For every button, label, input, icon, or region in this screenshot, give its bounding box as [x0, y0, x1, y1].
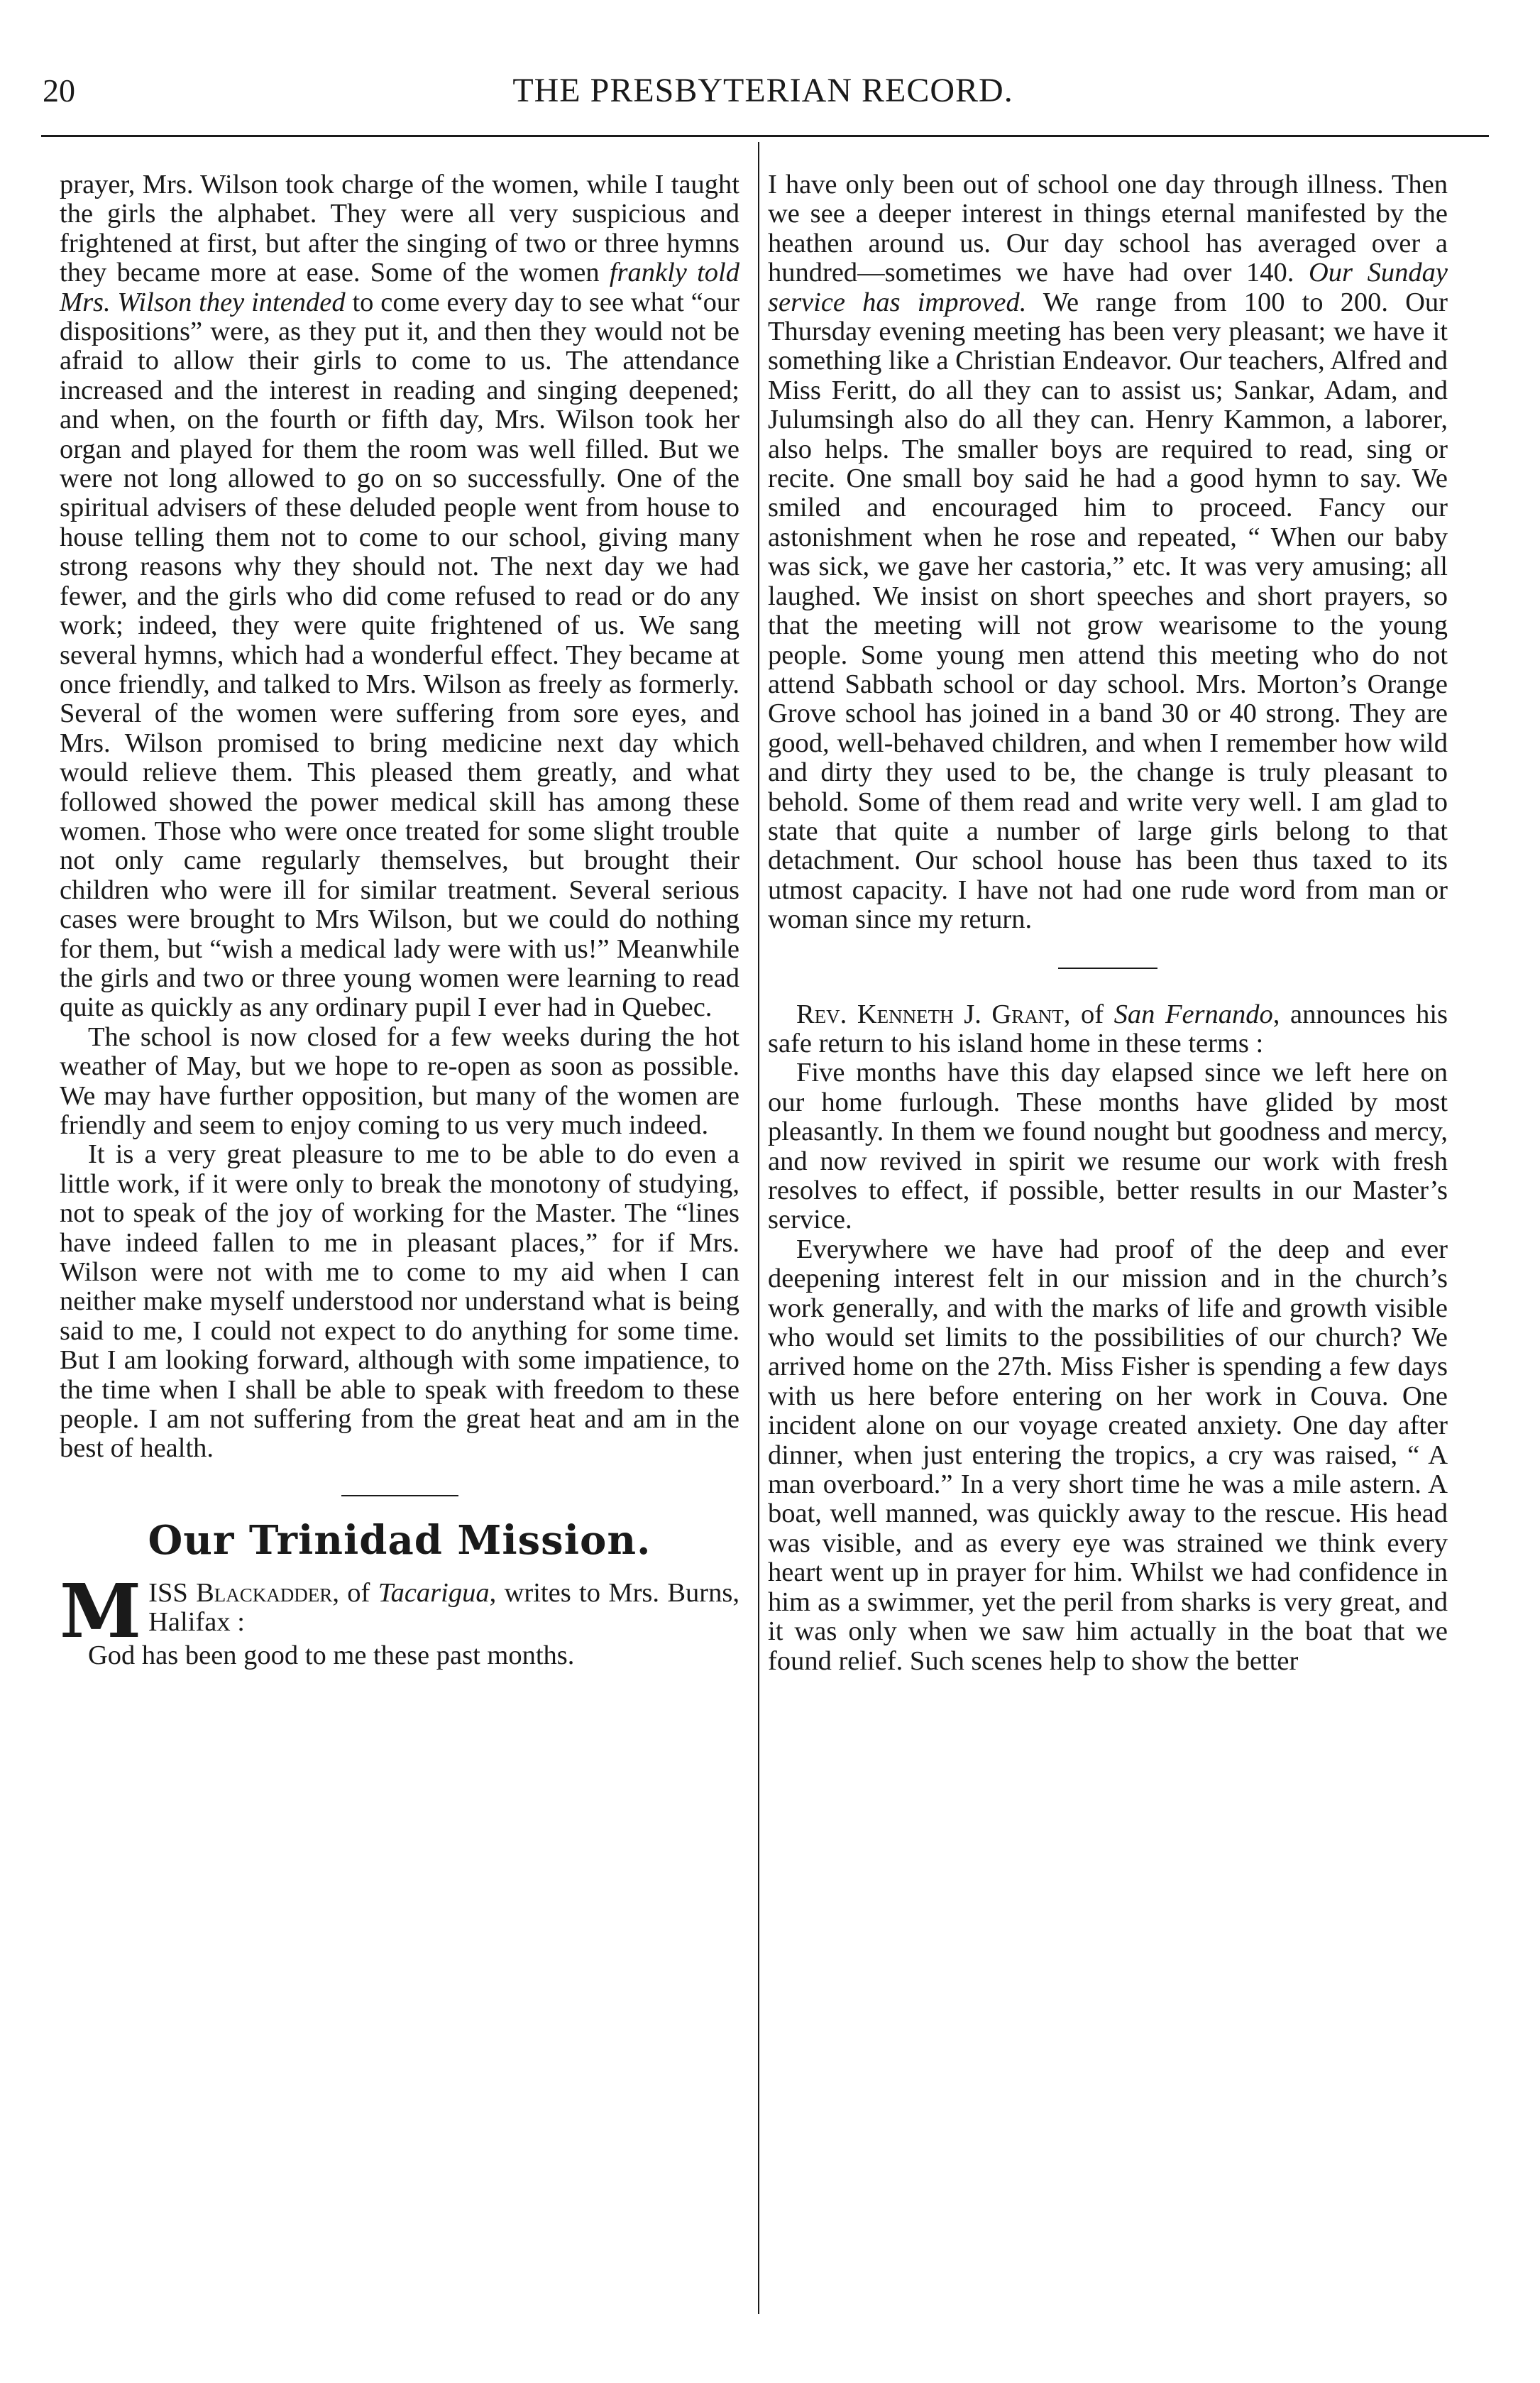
text-run: ISS [148, 1577, 197, 1608]
paragraph [768, 1000, 1448, 1059]
paragraph: Five months have this day elapsed since we left here on our home furlough. These months have glided by most pleasantly. In them we found nought but goodness and mercy, and now revived in spirit we resume our work with fresh resolves to effect, if possible, better results in our Master’s service. [768, 1058, 1448, 1235]
text-run: , writes to Mrs. Burns, Halifax : [148, 1577, 739, 1638]
section-separator [341, 1495, 458, 1496]
left-column [60, 170, 739, 1670]
text-run: We range from 100 to 200. Our Thursday evening meeting has been very pleasant; we have it something like a Christian Endeavor. Our teachers, Alfred and Miss Feritt, do all they can to assist us; Sankar, Adam, and Julumsingh also do all they can. Henry Kammon, a laborer, also helps. The smaller boys are required to read, sing or recite. One small boy said he had a good hymn to say. We smiled and encouraged him to proceed. Fancy our astonishment when he rose and repeated, “ When our baby was sick, we gave her castoria,” etc. It was very amusing; all laughed. We insist on short speeches and short prayers, so that the meeting will not grow wearisome to the young people. Some young men attend this meeting who do not attend Sabbath school or day school. Mrs. Morton’s Orange Grove school has joined in a band 30 or 40 strong. They are good, well-behaved children, and when I remember how wild and dirty they used to be, the change is truly pleasant to behold. Some of them read and write very well. I am glad to state that quite a number of large girls belong to that detachment. Our school house has been thus taxed to its utmost capacity. I have not had one rude word from man or woman since my return. [768, 287, 1448, 935]
paragraph [768, 170, 1448, 935]
place-name: Tacarigua [378, 1577, 490, 1608]
author-name: Blackadder [196, 1577, 333, 1608]
column-divider [758, 142, 759, 2314]
italic-text: frankly told Mrs. Wilson they intended [60, 258, 739, 317]
text-run: , of [1063, 999, 1114, 1029]
italic-text: Our Sunday service has improved. [768, 258, 1448, 317]
paragraph: God has been good to me these past months. [88, 1640, 575, 1670]
author-name: Rev. Kenneth J. Grant [796, 999, 1064, 1029]
text-run: I have only been out of school one day through illness. Then we see a deeper interest in things eternal manifested by the heathen around us. Our day school has averaged over a hundred—sometimes we have had over 140. [768, 170, 1448, 288]
section-title: Our Trinidad Mission. [148, 1516, 651, 1564]
section-separator [1058, 968, 1157, 969]
paragraph: It is a very great pleasure to me to be able to do even a little work, if it were only to break the monotony of studying, not to speak of the joy of working for the Master. The “lines have indeed fallen to me in pleasant places,” for if Mrs. Wilson were not with me to come to my aid when I can neither make myself understood nor understand what is being said to me, I could not expect to do anything for some time. But I am looking forward, although with some impatience, to the time when I shall be able to speak with freedom to these people. I am not suffering from the great heat and am in the best of health. [60, 1139, 739, 1464]
text-run: prayer, Mrs. Wilson took charge of the women, while I taught the girls the alphabet. They were all very suspicious and frightened at first, but after the singing of two or three hymns they became more at ease. Some of the women [60, 170, 739, 288]
paragraph: Everywhere we have had proof of the deep and ever deepening interest felt in our mission and in the church’s work generally, and with the marks of life and growth visible who would set limits to the possibilities of our church? We arrived home on the 27th. Miss Fisher is spending a few days with us here before entering on her work in Couva. One incident alone on our voyage created anxiety. One day after dinner, when just entering the tropics, a cry was raised, “ A man overboard.” In a very short time he was a mile astern. A boat, well manned, was quickly away to the rescue. His head was visible, and as every eye was strained we think every heart went up in prayer for him. Whilst we had confidence in him as a swimmer, yet the peril from sharks is very great, and it was only when we saw him actually in the boat that we found relief. Such scenes help to show the better [768, 1234, 1448, 1676]
page-number: 20 [43, 72, 75, 109]
place-name: San Fernando [1113, 999, 1273, 1029]
right-column [768, 170, 1448, 1676]
paragraph [60, 170, 739, 1023]
text-run: , of [332, 1577, 378, 1608]
page-header [43, 62, 1483, 119]
running-title: THE PRESBYTERIAN RECORD. [512, 72, 1013, 109]
text-run: to come every day to see what “our dispositions” were, as they put it, and then they would not be afraid to allow their girls to come to us. The attendance increased and the interest in reading and singing deepened; and when, on the fourth or fifth day, Mrs. Wilson took her organ and played for them the room was well filled. But we were not long allowed to go on so successfully. One of the spiritual advisers of these deluded people went from house to house telling them not to come to our school, giving many strong reasons why they should not. The next day we had fewer, and the girls who did come refused to read or do any work; indeed, they were quite frightened of us. We sang several hymns, which had a wonderful effect. They became at once friendly, and talked to Mrs. Wilson as freely as formerly. Several of the women were suffering from sore eyes, and Mrs. Wilson promised to bring medicine next day which would relieve them. This pleased them greatly, and what followed showed the power medical skill has among these women. Those who were once treated for some slight trouble not only came regularly themselves, but brought their children who were ill for similar treatment. Several serious cases were brought to Mrs Wilson, but we could do nothing for them, but “wish a medical lady were with us!” Meanwhile the girls and two or three young women were learning to read quite as quickly as any ordinary pupil I ever had in Quebec. [60, 287, 739, 1023]
header-rule [41, 135, 1489, 137]
drop-cap: M [60, 1567, 142, 1655]
paragraph: The school is now closed for a few weeks during the hot weather of May, but we hope to re-open as soon as possible. We may have further opposition, but many of the women are friendly and seem to enjoy coming to us very much indeed. [60, 1021, 739, 1140]
text-run: , announces his safe return to his island home in these terms : [768, 999, 1448, 1058]
